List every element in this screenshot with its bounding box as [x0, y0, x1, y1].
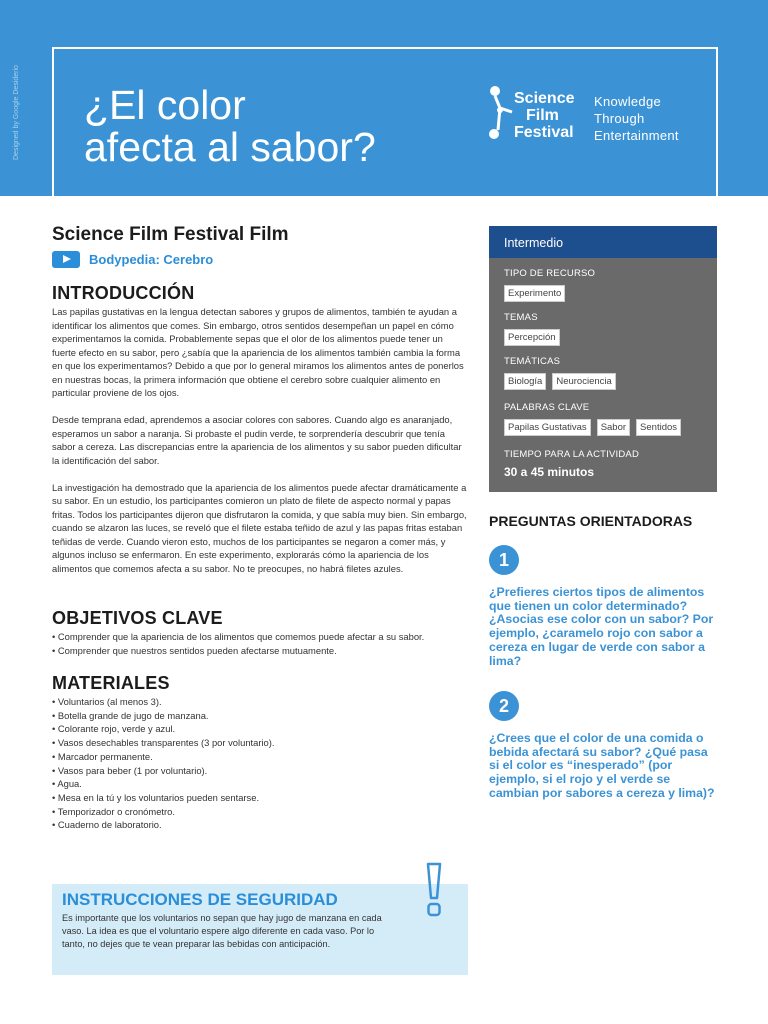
material-item: • Mesa en la tú y los voluntarios pueden sentarse. [52, 791, 260, 803]
exclamation-icon [423, 862, 445, 920]
themes-tags [504, 329, 560, 346]
title-line-2: afecta al sabor? [84, 124, 376, 170]
topics-label: TEMÁTICAS [504, 356, 561, 367]
material-item: • Vasos para beber (1 por voluntario). [52, 764, 208, 776]
activity-time-value: 30 a 45 minutos [504, 465, 595, 479]
play-icon[interactable] [52, 251, 80, 268]
objectives-list [52, 630, 468, 657]
materials-heading: MATERIALES [52, 673, 170, 693]
safety-text: Es importante que los voluntarios no sepan que hay jugo de manzana en cada vaso. La idea es que el voluntario espere algo diferente en cada vaso. Por lo tanto, no dejes que te vean preparar las bebidas con anticipación. [62, 913, 382, 950]
tagline-2: Through [594, 111, 645, 126]
tag-senses: Sentidos [636, 419, 681, 436]
film-heading: Science Film Festival Film [52, 224, 289, 245]
header-banner [0, 0, 768, 196]
material-item: • Botella grande de jugo de manzana. [52, 709, 209, 721]
material-item: • Cuaderno de laboratorio. [52, 819, 162, 831]
tagline-1: Knowledge [594, 94, 662, 109]
material-item: • Voluntarios (al menos 3). [52, 696, 162, 707]
objectives-heading: OBJETIVOS CLAVE [52, 608, 223, 628]
material-item: • Marcador permanente. [52, 750, 153, 762]
tag-biology: Biología [504, 373, 546, 390]
keywords-label: PALABRAS CLAVE [504, 402, 590, 413]
question-1: ¿Prefieres ciertos tipos de alimentos que tienen un color determinado? ¿Asocias ese color con un sabor? Por ejemplo, ¿caramelo rojo con sabor a cereza en lugar de verde con sabor a lima? [489, 585, 714, 668]
logo-wordmark [514, 90, 574, 141]
logo-word-2: Film [526, 107, 559, 124]
science-film-festival-logo [488, 84, 708, 146]
question-number-1: 1 [489, 545, 519, 575]
keywords-tags [504, 419, 681, 436]
tag-perception: Percepción [504, 329, 560, 346]
questions-heading: PREGUNTAS ORIENTADORAS [489, 513, 693, 529]
intro-heading: INTRODUCCIÓN [52, 283, 195, 303]
page-title [84, 84, 444, 168]
objective-item: • Comprender que la apariencia de los alimentos que comemos puede afectar a su sabor. [52, 631, 425, 642]
info-panel [489, 226, 717, 492]
tag-experiment: Experimento [504, 285, 565, 302]
question-number-2: 2 [489, 691, 519, 721]
safety-heading: INSTRUCCIONES DE SEGURIDAD [62, 890, 338, 909]
tagline-3: Entertainment [594, 128, 679, 143]
logo-word-3: Festival [514, 124, 574, 141]
designer-credit-text: Designed by Google Desiderio [13, 65, 20, 160]
material-item: • Vasos desechables transparentes (3 por voluntario). [52, 737, 275, 749]
tag-neuroscience: Neurociencia [552, 373, 615, 390]
material-item: • Agua. [52, 778, 82, 790]
resource-type-label: TIPO DE RECURSO [504, 268, 596, 279]
themes-label: TEMAS [504, 312, 538, 323]
logo-word-1: Science [514, 90, 575, 107]
materials-list [52, 695, 468, 832]
intro-body [52, 305, 468, 589]
intro-paragraph-1: Las papilas gustativas en la lengua detectan sabores y grupos de alimentos, también te ayudan a identificar los alimentos que comes. Sin embargo, otros sentidos desempeñan un papel en cómo experimentamos la comida. Probablemente sepas que el olor de los alimentos puede tener un fuerte efecto en su sabor, pero ¿sabía que la apariencia de los alimentos también cambia la forma en que los experimentamos? Debido a que por lo general miramos los alimentos antes de ponerlos en nuestras bocas, la primera información que obtiene el cerebro sobre cualquier alimento en particular proviene de los ojos. [52, 306, 464, 398]
logo-tagline [594, 93, 679, 144]
resource-tags [504, 285, 565, 302]
safety-box [52, 884, 468, 975]
designer-credit [13, 48, 27, 160]
title-line-1: ¿El color [84, 82, 246, 128]
material-item: • Temporizador o cronómetro. [52, 805, 175, 817]
film-link[interactable] [52, 250, 213, 268]
question-2: ¿Crees que el color de una comida o bebida afectará su sabor? ¿Qué pasa si el color es “inesperado” (por ejemplo, si el rojo y el verde se cambian por sabores a cereza y lima)? [489, 731, 715, 800]
intro-paragraph-2: Desde temprana edad, aprendemos a asociar colores con sabores. Cuando algo es anaranjado, esperamos un sabor a naranja. Si probaste el pudin verde, te sorprendería descubrir que tenía sabor a cereza. Las discrepancias entre la apariencia de los alimentos y su sabor pueden dificultar la identificación del sabor. [52, 414, 462, 466]
tag-flavor: Sabor [597, 419, 630, 436]
level-label: Intermedio [489, 226, 717, 258]
objective-item: • Comprender que nuestros sentidos pueden afectarse mutuamente. [52, 644, 337, 656]
film-link-label[interactable]: Bodypedia: Cerebro [89, 251, 214, 267]
material-item: • Colorante rojo, verde y azul. [52, 723, 176, 735]
topics-tags [504, 373, 616, 390]
tag-taste-buds: Papilas Gustativas [504, 419, 591, 436]
activity-time-label: TIEMPO PARA LA ACTIVIDAD [504, 449, 640, 460]
intro-paragraph-3: La investigación ha demostrado que la apariencia de los alimentos puede afectar dramáticamente a su sabor. En un estudio, los participantes comieron un plato de filete de aspecto normal y papas fritas. Todos los participantes dijeron que disfrutaron la comida, y que sabía muy bien. Sin embargo, cuando se alzaron las luces, se reveló que el filete estaba teñido de azul y las papas fritas estaban teñidas de verde. Cuando vieron esto, muchos de los participantes se negaron a comer más, y algunos incluso se enfermaron. En este experimento, explorarás cómo la apariencia de los alimentos que comemos afecta a su sabor. No te preocupes, no habrá filetes azules. [52, 481, 467, 574]
